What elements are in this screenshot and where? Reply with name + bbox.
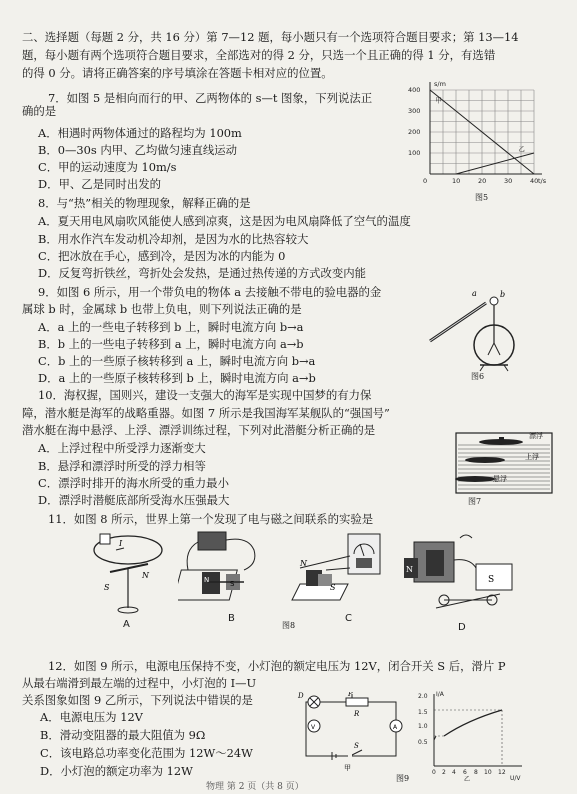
- figure-8-caption: 图8: [282, 621, 296, 630]
- q10-stem-line1: 10．海权握，国则兴，建设一支强大的海军是实现中国梦的有力保: [38, 388, 372, 402]
- q12-stem-line1: 12．如图 9 所示，电源电压保持不变，小灯泡的额定电压为 12V，闭合开关 S 后，滑片 P: [48, 659, 506, 673]
- iu-xtick-10: 10: [484, 769, 492, 776]
- label-b: b: [500, 290, 506, 299]
- figure-6-caption: 图6: [471, 372, 485, 381]
- x-axis-label: t/s: [538, 177, 547, 185]
- series-label-jia: 甲: [435, 96, 442, 105]
- xtick-label: 30: [504, 177, 513, 185]
- q12-stem-line2: 从最右端滑到最左端的过程中，小灯泡的 I—U: [22, 676, 257, 690]
- label-S2: S: [230, 580, 235, 588]
- label-N2: N: [204, 576, 210, 584]
- section-heading: 二、选择题（每题 2 分，共 16 分）第 7—12 题，每小题只有一个选项符合题目要求；第 13—14: [22, 30, 519, 44]
- figure-8-label-c: C: [345, 613, 352, 624]
- ytick-label: 200: [408, 128, 421, 136]
- ytick-label: 100: [408, 149, 421, 157]
- q7-option-c: C．甲的运动速度为 10m/s: [38, 160, 177, 174]
- label-S4: S: [488, 575, 495, 585]
- q9-stem-line1: 9．如图 6 所示，用一个带负电的物体 a 去接触不带电的验电器的金: [38, 285, 382, 299]
- series-label-yi: 乙: [518, 144, 525, 153]
- figure-9-caption: 图9: [396, 774, 410, 783]
- figure-7-submarine: [455, 425, 555, 495]
- label-suspended: 悬浮: [493, 475, 507, 483]
- iu-ytick-0.5: 0.5: [418, 739, 428, 746]
- q10-option-c: C．漂浮时排开的海水所受的重力最小: [38, 476, 229, 490]
- q10-option-d: D．漂浮时潜艇底部所受海水压强最大: [38, 493, 230, 507]
- figure-5-chart: [408, 78, 548, 196]
- q7-stem-line1: 7．如图 5 是相向而行的甲、乙两物体的 s—t 图象，下列说法正: [48, 91, 373, 105]
- label-ammeter: A: [393, 724, 398, 731]
- label-S: S: [354, 742, 359, 750]
- q7-stem-line2: 确的是: [22, 104, 57, 118]
- label-N4: N: [406, 565, 413, 574]
- figure-8-label-d: D: [458, 622, 466, 633]
- iu-xtick-0: 0: [432, 769, 436, 776]
- q7-option-a: A．相遇时两物体通过的路程均为 100m: [38, 126, 242, 140]
- q12-stem-line3: 关系图象如图 9 乙所示，下列说法中错误的是: [22, 693, 253, 707]
- figure-8a-oersted: [88, 528, 168, 618]
- iu-xtick-12: 12: [498, 769, 506, 776]
- metal-ball-b: [490, 297, 498, 305]
- q10-option-b: B．悬浮和漂浮时所受的浮力相等: [38, 459, 206, 473]
- label-a: a: [472, 289, 477, 298]
- label-S3: S: [330, 583, 336, 592]
- label-S: S: [104, 583, 110, 592]
- q10-option-a: A．上浮过程中所受浮力逐渐变大: [38, 441, 206, 455]
- q8-stem: 8．与“热”相关的物理现象，解释正确的是: [38, 196, 251, 210]
- figure-5-caption: 图5: [475, 193, 489, 202]
- q9-option-b: B．b 上的一些电子转移到 a 上，瞬时电流方向 a→b: [38, 337, 304, 351]
- figure-9-iu-graph: [418, 690, 528, 782]
- figure-8b-apparatus: [178, 530, 268, 610]
- figure-8c-apparatus: [290, 528, 385, 613]
- sub-rising: [465, 457, 505, 463]
- q10-stem-line2: 障，潜水艇是海军的战略重器。如图 7 所示是我国海军某舰队的“强国号”: [22, 406, 390, 420]
- iu-xtick-6: 6: [463, 769, 467, 776]
- section-line3: 的得 0 分。请将正确答案的序号填涂在答题卡相对应的位置。: [22, 66, 333, 80]
- rheostat: [346, 698, 368, 706]
- q11-stem: 11．如图 8 所示，世界上第一个发现了电与磁之间联系的实验是: [48, 512, 374, 526]
- label-jia: 甲: [344, 764, 351, 772]
- q10-stem-line3: 潜水艇在海中悬浮、上浮、漂浮训练过程，下列对此潜艇分析正确的是: [22, 423, 376, 437]
- xtick-label: 20: [478, 177, 487, 185]
- sub-suspended: [455, 476, 495, 482]
- xtick-label: 10: [452, 177, 461, 185]
- iu-xtick-2: 2: [442, 769, 446, 776]
- figure-8-label-a: A: [123, 619, 130, 630]
- q12-option-a: A．电源电压为 12V: [40, 710, 143, 724]
- iu-xtick-4: 4: [452, 769, 456, 776]
- label-D: D: [298, 692, 304, 700]
- label-R: R: [354, 710, 360, 718]
- iu-ytick-1.0: 1.0: [418, 723, 428, 730]
- q9-stem-line2: 属球 b 时，金属球 b 也带上负电，则下列说法正确的是: [22, 302, 302, 316]
- figure-7-caption: 图7: [468, 497, 482, 506]
- q12-option-b: B．滑动变阻器的最大阻值为 9Ω: [40, 728, 206, 742]
- figure-6-electroscope: [428, 285, 538, 375]
- q9-option-d: D．a 上的一些原子核转移到 b 上，瞬时电流方向 a→b: [38, 371, 316, 385]
- label-I: I: [119, 539, 123, 548]
- figure-8d-apparatus: [400, 528, 520, 628]
- origin-label: 0: [423, 177, 428, 185]
- label-N: N: [142, 571, 149, 580]
- page-footer: 物理 第 2 页（共 8 页）: [206, 782, 304, 792]
- xtick-label: 40: [530, 177, 539, 185]
- q8-option-c: C．把冰放在手心，感到冷，是因为冰的内能为 0: [38, 249, 286, 263]
- ytick-label: 400: [408, 86, 421, 94]
- q12-option-d: D．小灯泡的额定功率为 12W: [40, 764, 193, 778]
- iu-xtick-8: 8: [474, 769, 478, 776]
- q8-option-b: B．用水作汽车发动机冷却剂，是因为水的比热容较大: [38, 232, 309, 246]
- q9-option-c: C．b 上的一些原子核转移到 a 上，瞬时电流方向 b→a: [38, 354, 316, 368]
- iu-xlabel: U/V: [510, 775, 521, 782]
- iu-ytick-1.5: 1.5: [418, 709, 428, 716]
- section-line2: 题，每小题有两个选项符合题目要求，全部选对的得 2 分，只选一个且正确的得 1 分，有选错: [22, 48, 496, 62]
- label-rising: 上浮: [525, 453, 539, 461]
- q9-option-a: A．a 上的一些电子转移到 b 上，瞬时电流方向 b→a: [38, 320, 304, 334]
- label-N3: N: [300, 559, 307, 568]
- q8-option-d: D．反复弯折铁丝，弯折处会发热，是通过热传递的方式改变内能: [38, 266, 367, 280]
- label-floating: 漂浮: [529, 432, 543, 440]
- q8-option-a: A．夏天用电风扇吹风能使人感到凉爽，这是因为电风扇降低了空气的温度: [38, 214, 411, 228]
- ytick-label: 300: [408, 107, 421, 115]
- label-V: V: [311, 724, 316, 731]
- label-P: P: [348, 692, 353, 698]
- label-yi: 乙: [464, 776, 471, 782]
- figure-8-label-b: B: [228, 613, 235, 624]
- y-axis-label: s/m: [434, 80, 446, 88]
- figure-9-circuit: [296, 692, 406, 772]
- q12-option-c: C．该电路总功率变化范围为 12W～24W: [40, 746, 253, 760]
- q7-option-d: D．甲、乙是同时出发的: [38, 177, 162, 191]
- iu-ytick-2.0: 2.0: [418, 693, 428, 700]
- iu-ylabel: I/A: [436, 691, 444, 698]
- q7-option-b: B．0—30s 内甲、乙均做匀速直线运动: [38, 143, 238, 157]
